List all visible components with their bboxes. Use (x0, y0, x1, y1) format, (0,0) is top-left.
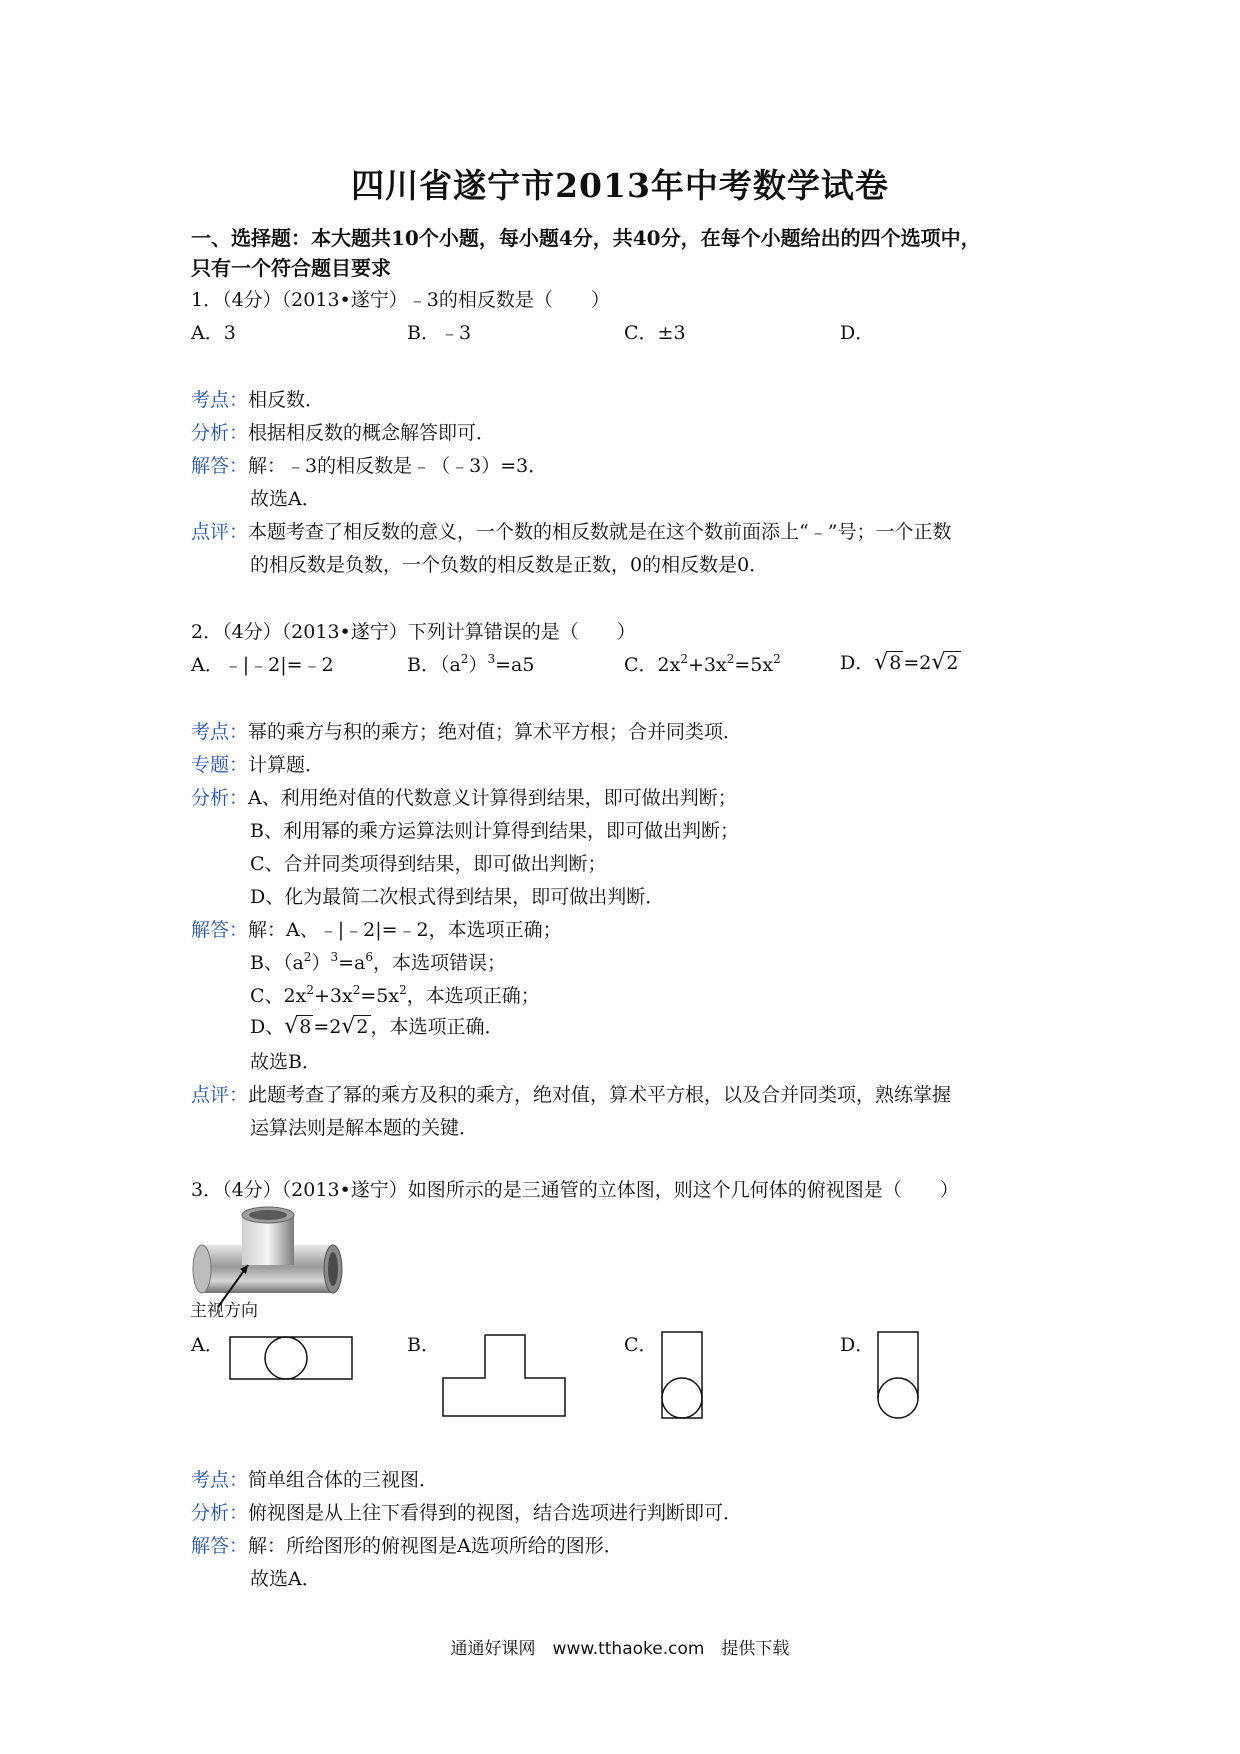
radical-sign: √ (931, 650, 946, 675)
q1-kaodian: 相反数． (248, 389, 325, 411)
page-title: 四川省遂宁市2013年中考数学试卷 (351, 166, 889, 205)
q3-option-d-figure (876, 1330, 922, 1422)
q2-dianping-1: 此题考查了幂的乘方及积的乘方，绝对值，算术平方根，以及合并同类项，熟练掌握 (248, 1084, 952, 1106)
q2-fenxi-2: B、利用幂的乘方运算法则计算得到结果，即可做出判断； (250, 820, 739, 842)
q3-jieda-row (191, 1531, 623, 1558)
q2-jieda-end: 故选B． (250, 1051, 321, 1073)
page-footer: 通通好课网 www.tthaoke.com 提供下载 (450, 1639, 790, 1659)
q3-option-b-figure (441, 1333, 569, 1419)
zhuanti-label: 专题： (191, 754, 249, 776)
q2-jieda-c: C、$2x^2+3x^2=5x^2$，本选项正确； (250, 983, 540, 1007)
q2-option-d: D．√8 =2√2 (840, 650, 959, 675)
kaodian-label: 考点： (191, 721, 249, 743)
q3-fenxi: 俯视图是从上往下看得到的视图，结合选项进行判断即可． (248, 1502, 743, 1524)
q2-kaodian-row (191, 717, 742, 744)
q2-jieda-b: B、$(a^2)^3=a^6$，本选项错误； (250, 950, 506, 974)
q3-option-d-label: D． (840, 1334, 875, 1356)
q2-zhuanti: 计算题． (248, 754, 325, 776)
q2-option-a: A．﹣|﹣2|=﹣2 (191, 654, 334, 676)
q1-option-a: A．3 (191, 322, 236, 344)
q2-kaodian: 幂的乘方与积的乘方；绝对值；算术平方根；合并同类项． (248, 721, 743, 743)
q3-stem: 3．（4分）（2013•遂宁）如图所示的是三通管的立体图，则这个几何体的俯视图是（ ） (191, 1179, 959, 1201)
fenxi-label: 分析： (191, 787, 249, 809)
jieda-label: 解答： (191, 1535, 249, 1557)
q3-option-c-figure (660, 1330, 706, 1422)
q3-kaodian: 简单组合体的三视图． (248, 1469, 439, 1491)
dianping-label: 点评： (191, 1084, 249, 1106)
q1-fenxi: 根据相反数的概念解答即可． (248, 422, 496, 444)
q1-option-b: B．﹣3 (407, 322, 472, 344)
q3-jieda-1: 解：所给图形的俯视图是A选项所给的图形． (248, 1535, 623, 1557)
photo-caption: 主视方向 (190, 1301, 258, 1320)
q1-dianping-row (191, 517, 951, 544)
q2-option-c: C．$2x^2+3x^2=5x^2$ (624, 652, 781, 676)
q1-jieda-1: 解：﹣3的相反数是﹣（﹣3）=3． (248, 455, 548, 477)
q2-stem: 2．（4分）（2013•遂宁）下列计算错误的是（ ） (191, 621, 636, 643)
q1-stem: 1．（4分）（2013•遂宁）﹣3的相反数是（ ） (191, 289, 610, 311)
jieda-label: 解答： (191, 455, 249, 477)
q2-option-b: B．$(a^2)^3=a5$ (407, 652, 535, 676)
kaodian-label: 考点： (191, 389, 249, 411)
q2-fenxi-3: C、合并同类项得到结果，即可做出判断； (250, 853, 607, 875)
q2-dianping-2: 运算法则是解本题的关键． (250, 1117, 479, 1139)
q1-kaodian-row (191, 385, 324, 412)
q2-jieda-a: 解：A、﹣|﹣2|=﹣2，本选项正确； (248, 919, 562, 941)
q1-option-d: D． (840, 322, 875, 344)
q2-fenxi-row (191, 783, 737, 810)
q2-jieda-row (191, 915, 562, 942)
section-heading-line1: 一、选择题：本大题共10个小题，每小题4分，共40分，在每个小题给出的四个选项中， (191, 226, 981, 250)
q1-jieda-row (191, 451, 547, 478)
fenxi-label: 分析： (191, 1502, 249, 1524)
q2-jieda-d: D、√8 =2√2 ，本选项正确． (250, 1014, 504, 1039)
q1-fenxi-row (191, 418, 495, 445)
q1-jieda-2: 故选A． (250, 488, 321, 510)
q3-fenxi-row (191, 1498, 742, 1525)
section-heading-line2: 只有一个符合题目要求 (191, 256, 391, 280)
q1-option-c: C．±3 (624, 322, 686, 344)
dianping-label: 点评： (191, 521, 249, 543)
q2-zhuanti-row (191, 750, 324, 777)
q2-dianping-row (191, 1080, 951, 1107)
q1-dianping-1: 本题考查了相反数的意义，一个数的相反数就是在这个数前面添上“﹣”号；一个正数 (248, 521, 952, 543)
q2-fenxi-1: A、利用绝对值的代数意义计算得到结果，即可做出判断； (248, 787, 737, 809)
fenxi-label: 分析： (191, 422, 249, 444)
kaodian-label: 考点： (191, 1469, 249, 1491)
q3-option-a-label: A． (191, 1334, 224, 1356)
radical-sign: √ (341, 1014, 356, 1039)
q3-option-a-figure (228, 1335, 356, 1385)
radical-sign: √ (874, 650, 889, 675)
q1-dianping-2: 的相反数是负数，一个负数的相反数是正数，0的相反数是0． (250, 554, 769, 576)
q2-fenxi-4: D、化为最简二次根式得到结果，即可做出判断． (250, 886, 665, 908)
q3-jieda-2: 故选A． (250, 1568, 321, 1590)
q3-option-b-label: B． (407, 1334, 440, 1356)
q3-option-c-label: C． (624, 1334, 658, 1356)
radical-sign: √ (284, 1014, 299, 1039)
tee-pipe-photo (190, 1205, 350, 1320)
jieda-label: 解答： (191, 919, 249, 941)
q3-kaodian-row (191, 1465, 438, 1492)
